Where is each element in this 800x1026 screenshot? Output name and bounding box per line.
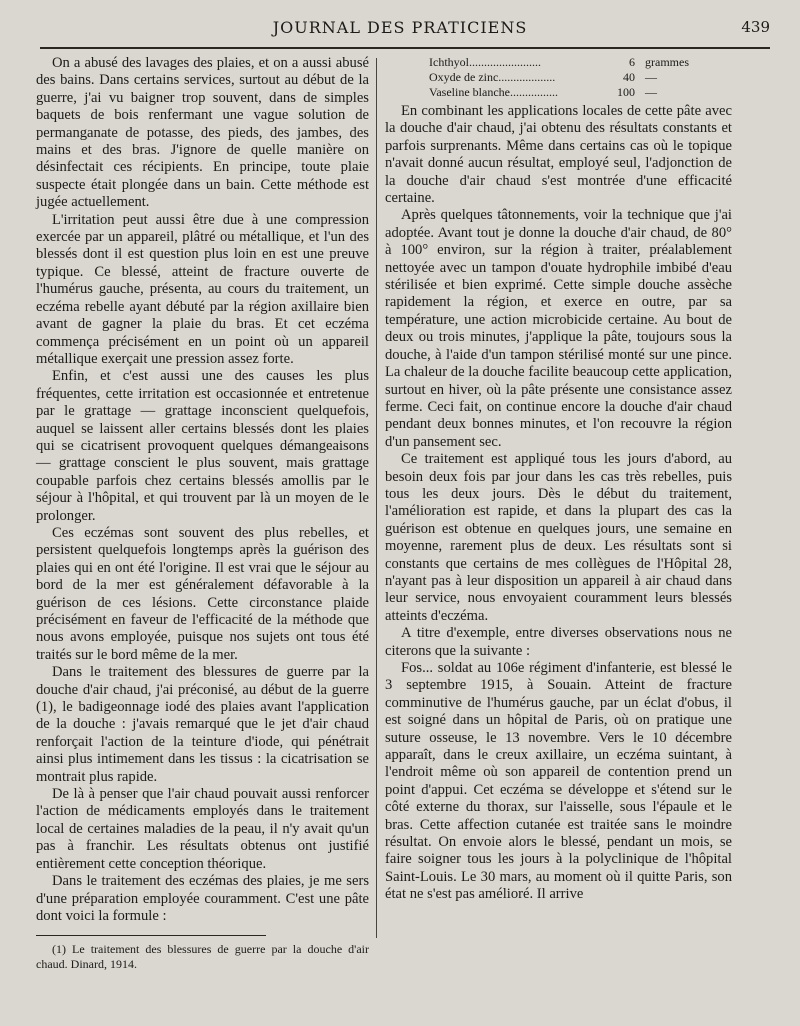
ingredient-quantity: 40 xyxy=(623,70,635,84)
page-number: 439 xyxy=(741,18,770,36)
paragraph: Fos... soldat au 106e régiment d'infanterie, est blessé le 3 septembre 1915, à Souain. Atteint de fracture comminutive de l'humérus gauche, par un éclat d'obus, il est soigné dans un hôpital de Paris, où on pratique une suture osseuse, le 13 novembre. Vers le 10 décembre apparaît, dans le creux axillaire, un eczéma suintant, à l'endroit même où son appareil de contention prend un point d'appui. Cet eczéma se développe et s'étend sur le côté externe du thorax, sur l'aisselle, sous l'épaule et le bras. Cette affection cutanée est traitée sans le moindre résultat. On envoie alors le blessé, pendant un mois, se faire soigner tous les jours à la polyclinique de l'hôpital Saint-Louis. Le 30 mars, au moment où il quitte Paris, son état ne s'est pas amélioré. Il arrive xyxy=(385,660,732,903)
header-rule xyxy=(40,47,770,49)
paragraph: En combinant les applications locales de cette pâte avec la douche d'air chaud, j'ai obtenu des résultats constants et parfois surprenants. Même dans certains cas où le topique n'avait donné aucun résultat, employé seul, l'adjonction de la douche d'air chaud s'est montrée d'une efficacité certaine. xyxy=(385,103,732,207)
ingredient-quantity: 6 xyxy=(629,55,635,69)
paragraph: On a abusé des lavages des plaies, et on a aussi abusé des bains. Dans certains services, surtout au début de la guerre, j'ai vu baigner trop souvent, dans de simples baquets de bois renfermant une vague solution de permanganate de potasse, des pieds, des jambes, des mains et des bras. J'ignore de quelle manière on désinfectait ces récipients. En principe, toute plaie suspecte était plongée dans un bain. Cette méthode est jugée actuellement. xyxy=(36,55,369,211)
ingredient-name: Vaseline blanche................ xyxy=(429,85,558,99)
column-divider xyxy=(376,58,377,938)
right-column xyxy=(385,55,732,904)
paragraph: Ce traitement est appliqué tous les jours d'abord, au besoin deux fois par jour dans les cas très rebelles, puis tous les deux jours. Dès le début du traitement, l'amélioration est rapide, et dans la plupart des cas la guérison est obtenue en quelques jours, une semaine en moyenne, rarement plus de deux. Les résultats sont si constants que certains de mes collègues de l'Hôpital 28, n'ayant pas à leur disposition un appareil à air chaud dans leur service, nous envoyaient couramment leurs blessés atteints d'eczéma. xyxy=(385,451,732,624)
paragraph: L'irritation peut aussi être due à une compression exercée par un appareil, plâtré ou métallique, et l'un des blessés dont il est question plus loin en est une preuve typique. Ce blessé, atteint de fracture ouverte de l'humérus gauche, présenta, au cours du traitement, un eczéma rebelle ayant débuté par la région axillaire bien avant de gagner la plaie du bras. Et cet eczéma commença précisément en un point où un appareil métallique exerçait une pression assez forte. xyxy=(36,211,369,367)
ingredient-unit: — xyxy=(645,70,657,84)
ingredient-name: Oxyde de zinc................... xyxy=(429,70,556,84)
paragraph: Enfin, et c'est aussi une des causes les plus fréquentes, cette irritation est occasionnée et entretenue par le grattage — grattage inconscient quelquefois, auquel se laissent aller certains blessés dont les plaies qui se cicatrisent provoquent quelques démangeaisons — grattage conscient le plus souvent, mais grattage coupable parfois chez certains blessés amollis par le séjour à l'hôpital, et qui trouvent par là un moyen de le prolonger. xyxy=(36,368,369,524)
paragraph: Ces eczémas sont souvent des plus rebelles, et persistent quelquefois longtemps après la guérison des plaies qui en ont été l'origine. Il est vrai que le séjour au bord de la mer est généralement défavorable à la guérison de ces lésions. Cette circonstance plaide précisément en faveur de l'efficacité de la méthode que nous avons employée, puisque nos sujets ont tous été traités sur le bord même de la mer. xyxy=(36,524,369,663)
footnote-rule xyxy=(36,935,266,936)
ingredient-unit: grammes xyxy=(645,55,689,69)
left-column xyxy=(36,55,369,972)
formula-row xyxy=(429,85,689,100)
footnote: (1) Le traitement des blessures de guerre par la douche d'air chaud. Dinard, 1914. xyxy=(36,942,369,972)
ingredient-unit: — xyxy=(645,85,657,99)
ingredient-quantity: 100 xyxy=(617,85,635,99)
paragraph: De là à penser que l'air chaud pouvait aussi renforcer l'action de médicaments employés dans le traitement local de certaines maladies de la peau, il n'y avait qu'un pas à franchir. Les résultats obtenus ont justifié entièrement cette conception théorique. xyxy=(36,786,369,872)
ingredient-name: Ichthyol........................ xyxy=(429,55,541,69)
paragraph: Dans le traitement des eczémas des plaies, je me sers d'une préparation employée couramment. C'est une pâte dont voici la formule : xyxy=(36,873,369,924)
running-title: JOURNAL DES PRATICIENS xyxy=(272,18,528,37)
running-head xyxy=(0,18,800,42)
formula-row xyxy=(429,55,689,70)
paragraph: A titre d'exemple, entre diverses observations nous ne citerons que la suivante : xyxy=(385,625,732,659)
formula-row xyxy=(429,70,689,85)
paragraph: Dans le traitement des blessures de guerre par la douche d'air chaud, j'ai préconisé, au début de la guerre (1), le badigeonnage iodé des plaies avant l'application de la douche : j'avais remarqué que le jet d'air chaud renforçait l'action de la teinture d'iode, qui pénétrait ainsi plus intimement dans les tissus : la cicatrisation se montrait plus rapide. xyxy=(36,664,369,785)
paragraph: Après quelques tâtonnements, voir la technique que j'ai adoptée. Avant tout je donne la douche d'air chaud, de 80° à 100° environ, sur la région à traiter, préalablement nettoyée avec un tampon d'ouate hydrophile imbibé d'eau stérilisée et bien exprimé. Cette simple douche assèche rapidement la région, et exerce en outre, par sa température, une action microbicide certaine. Au bout de deux ou trois minutes, j'applique la pâte, toujours sous la douche, à l'aide d'un tampon stérilisé monté sur une pince. La chaleur de la douche facilite beaucoup cette application, surtout en hiver, où la pâte présente une consistance assez ferme. Ceci fait, on continue encore la douche d'air chaud pendant deux bonnes minutes, et l'on recouvre la région d'un pansement sec. xyxy=(385,207,732,450)
formula-table xyxy=(429,55,689,100)
